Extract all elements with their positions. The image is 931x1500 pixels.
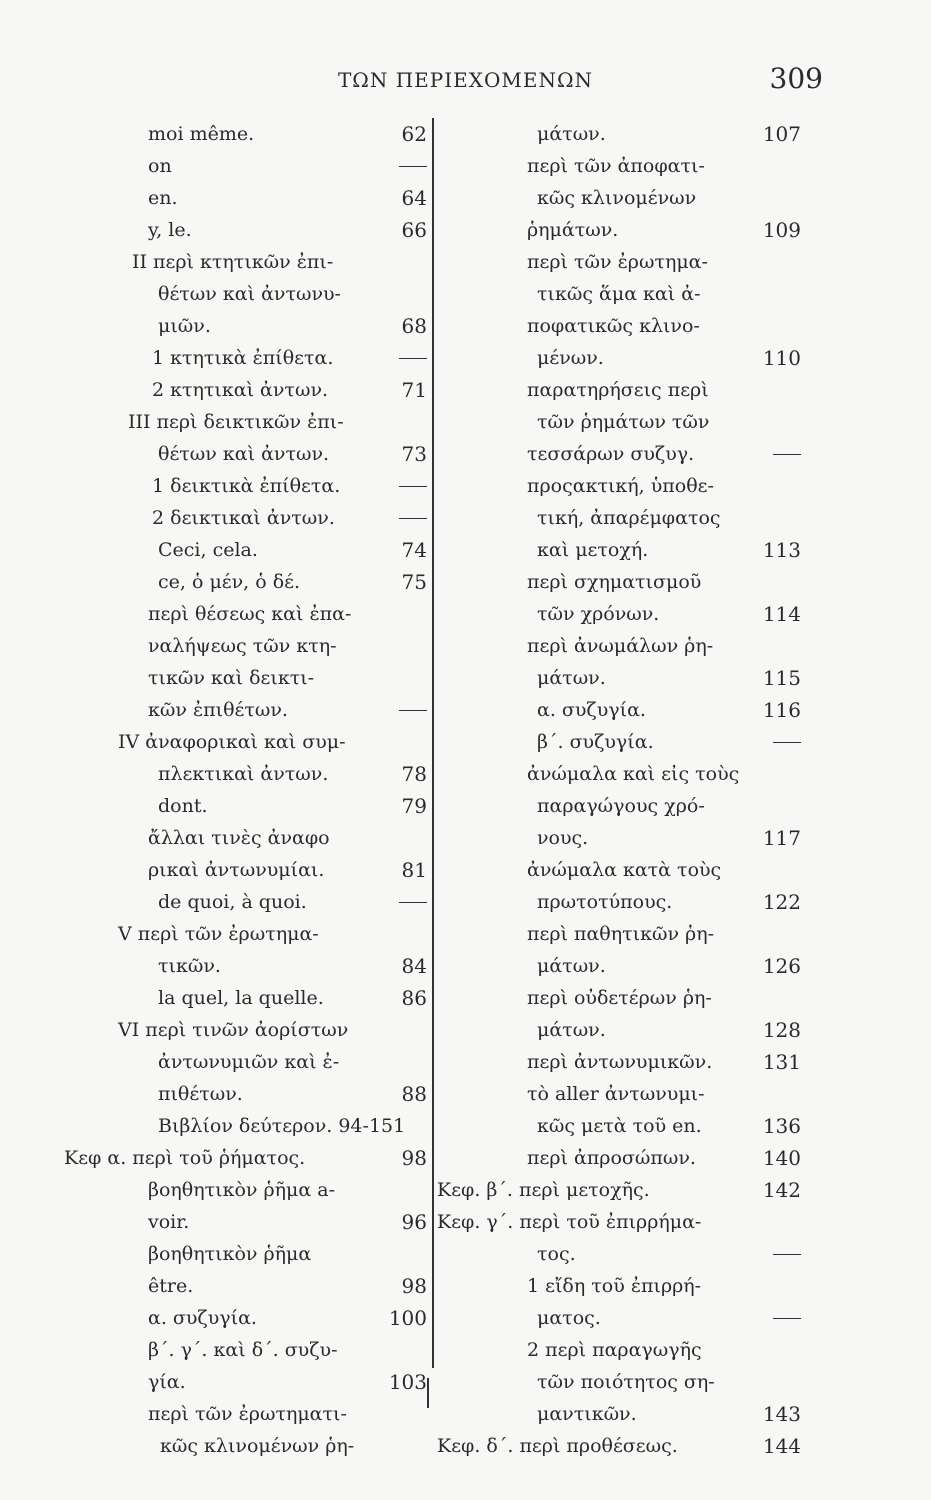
toc-entry-text: 1 δεικτικὰ ἐπίθετα. <box>152 475 341 497</box>
toc-entry-text: ναλήψεως τῶν κτη- <box>148 635 337 657</box>
ditto-dash <box>407 694 427 726</box>
toc-entry <box>437 374 801 406</box>
left-column <box>64 118 431 1462</box>
toc-entry <box>437 470 801 502</box>
toc-entry <box>148 758 431 790</box>
toc-entry-text: τεσσάρων συζυγ. <box>527 443 695 465</box>
toc-page-number: 74 <box>401 538 427 562</box>
toc-entry <box>148 310 431 342</box>
toc-page-number: 84 <box>401 954 427 978</box>
toc-page-number: 86 <box>401 986 427 1010</box>
toc-entry-text: περὶ ἀνωμάλων ῥη- <box>527 635 714 657</box>
toc-entry-text: μάτων. <box>537 667 606 689</box>
toc-entry <box>148 1206 431 1238</box>
toc-entry <box>437 118 801 150</box>
toc-entry-text: βοηθητικὸν ῥῆμα a- <box>148 1179 336 1201</box>
toc-entry <box>437 598 801 630</box>
toc-entry-text: περὶ τῶν ἀποφατι- <box>527 155 705 177</box>
toc-page-number: 88 <box>401 1082 427 1106</box>
toc-entry-text: α. συζυγία. <box>537 699 646 721</box>
toc-entry-text: τὸ aller ἀντωνυμι- <box>527 1083 705 1105</box>
toc-entry <box>132 246 431 278</box>
toc-entry <box>437 1366 801 1398</box>
toc-entry-text: Κεφ. γ΄. περὶ τοῦ ἐπιρρήμα- <box>437 1211 702 1233</box>
toc-entry-text: μάτων. <box>537 1019 606 1041</box>
toc-entry <box>437 182 801 214</box>
toc-entry-text: τος. <box>537 1243 576 1265</box>
toc-entry <box>128 406 431 438</box>
toc-entry <box>148 374 431 406</box>
toc-entry <box>437 246 801 278</box>
toc-entry <box>148 790 431 822</box>
toc-entry <box>64 1142 431 1174</box>
toc-entry-text: Ceci, cela. <box>158 539 258 561</box>
toc-page-number: 114 <box>762 602 801 626</box>
toc-entry <box>437 1430 801 1462</box>
toc-entry-text: être. <box>148 1275 194 1297</box>
toc-entry-text: ἀνώμαλα κατὰ τοὺς <box>527 859 722 881</box>
page-number: 309 <box>769 62 823 95</box>
toc-entry-text: πρωτοτύπους. <box>537 891 673 913</box>
toc-entry <box>437 1334 801 1366</box>
toc-entry <box>148 1078 431 1110</box>
toc-entry <box>437 694 801 726</box>
toc-entry-text: μαντικῶν. <box>537 1403 637 1425</box>
toc-entry-text: ρικαὶ ἀντωνυμίαι. <box>148 859 325 881</box>
toc-entry <box>148 1174 431 1206</box>
toc-entry-text: ματος. <box>537 1307 601 1329</box>
toc-entry <box>437 1398 801 1430</box>
toc-entry <box>148 694 431 726</box>
toc-entry <box>148 662 431 694</box>
toc-entry-text: μιῶν. <box>158 315 211 337</box>
toc-entry-text: VI περὶ τινῶν ἀορίστων <box>118 1019 349 1041</box>
toc-entry-text: 1 εἴδη τοῦ ἐπιρρή- <box>527 1275 702 1297</box>
toc-entry-text: περὶ ἀντωνυμικῶν. <box>527 1051 713 1073</box>
toc-page-number: 126 <box>762 954 801 978</box>
toc-entry-text: περὶ θέσεως καὶ ἐπα- <box>148 603 352 625</box>
toc-entry <box>148 630 431 662</box>
toc-entry-text: 2 περὶ παραγωγῆς <box>527 1339 702 1361</box>
toc-page-number: 128 <box>762 1018 801 1042</box>
toc-entry <box>437 1110 801 1142</box>
toc-entry <box>437 1206 801 1238</box>
toc-entry-text: 1 κτητικὰ ἐπίθετα. <box>152 347 334 369</box>
ditto-dash <box>407 470 427 502</box>
toc-entry <box>437 502 801 534</box>
toc-entry-text: θέτων καὶ ἀντωνυ- <box>158 283 341 305</box>
toc-entry-text: 2 δεικτικαὶ ἀντων. <box>152 507 335 529</box>
toc-entry-text: κῶς κλινομένων <box>537 187 697 209</box>
toc-entry <box>437 1302 801 1334</box>
toc-entry <box>437 438 801 470</box>
ditto-dash <box>781 1238 801 1270</box>
toc-entry <box>437 630 801 662</box>
toc-entry-text: νους. <box>537 827 589 849</box>
toc-page-number: 62 <box>401 122 427 146</box>
toc-page-number: 81 <box>401 858 427 882</box>
toc-entry-text: πλεκτικαὶ ἀντων. <box>158 763 329 785</box>
toc-entry <box>437 918 801 950</box>
toc-entry <box>148 1334 431 1366</box>
toc-page-number: 66 <box>401 218 427 242</box>
toc-entry <box>148 1270 431 1302</box>
toc-page-number: 98 <box>401 1274 427 1298</box>
toc-entry <box>437 822 801 854</box>
toc-entry-text: μάτων. <box>537 955 606 977</box>
toc-entry <box>148 886 431 918</box>
toc-entry-text: de quoi, à quoi. <box>158 891 307 913</box>
toc-entry-text: Κεφ. β΄. περὶ μετοχῆς. <box>437 1179 650 1201</box>
toc-entry-text: ἀντωνυμιῶν καὶ ἐ- <box>158 1051 340 1073</box>
toc-entry <box>148 982 431 1014</box>
toc-entry-text: τῶν ῥημάτων τῶν <box>537 411 710 433</box>
toc-entry-text: θέτων καὶ ἀντων. <box>158 443 330 465</box>
toc-entry-text: περὶ οὐδετέρων ῥη- <box>527 987 712 1009</box>
toc-page-number: 140 <box>762 1146 801 1170</box>
toc-page-number: 109 <box>762 218 801 242</box>
toc-entry-text: παρατηρήσεις περὶ <box>527 379 709 401</box>
toc-entry <box>148 598 431 630</box>
toc-entry-text: καὶ μετοχή. <box>537 539 649 561</box>
toc-entry-text: voir. <box>148 1211 190 1233</box>
toc-entry-text: βοηθητικὸν ῥῆμα <box>148 1243 312 1265</box>
toc-entry-text: 2 κτητικαὶ ἀντων. <box>152 379 329 401</box>
toc-entry <box>437 982 801 1014</box>
toc-entry-text: προςακτική, ὑποθε- <box>527 475 714 497</box>
toc-entry-text: IV ἀναφορικαὶ καὶ συμ- <box>118 731 346 753</box>
toc-entry-text: τικῶς ἅμα καὶ ἀ- <box>537 283 701 305</box>
toc-entry <box>118 1014 431 1046</box>
toc-entry-text: πιθέτων. <box>158 1083 243 1105</box>
toc-entry <box>148 470 431 502</box>
toc-page-number: 103 <box>388 1370 427 1394</box>
toc-entry-text: περὶ σχηματισμοῦ <box>527 571 702 593</box>
toc-page-number: 115 <box>762 666 801 690</box>
toc-entry <box>148 1046 431 1078</box>
toc-entry-text: τῶν χρόνων. <box>537 603 660 625</box>
toc-entry <box>148 566 431 598</box>
toc-entry-text: la quel, la quelle. <box>158 987 324 1009</box>
toc-entry <box>148 342 431 374</box>
toc-entry-text: κῶς κλινομένων ῥη- <box>160 1435 355 1457</box>
toc-entry-text: moi même. <box>148 123 255 145</box>
toc-page-number: 144 <box>762 1434 801 1458</box>
toc-page-number: 79 <box>401 794 427 818</box>
ditto-dash <box>407 150 427 182</box>
toc-entry-text: Βιβλίον δεύτερον. 94-151 <box>158 1115 406 1137</box>
toc-entry <box>437 1078 801 1110</box>
toc-entry-text: κῶν ἐπιθέτων. <box>148 699 288 721</box>
toc-page-number: 98 <box>401 1146 427 1170</box>
toc-entry <box>148 1302 431 1334</box>
toc-page-number: 116 <box>762 698 801 722</box>
toc-entry <box>148 854 431 886</box>
toc-page-number: 78 <box>401 762 427 786</box>
toc-entry <box>437 950 801 982</box>
toc-page-number: 71 <box>401 378 427 402</box>
toc-entry <box>148 150 431 182</box>
page-header <box>0 62 931 102</box>
toc-entry <box>437 1174 801 1206</box>
toc-entry <box>148 1110 431 1142</box>
toc-entry <box>437 1046 801 1078</box>
toc-entry <box>437 758 801 790</box>
toc-entry-text: κῶς μετὰ τοῦ en. <box>537 1115 702 1137</box>
toc-entry-text: ποφατικῶς κλινο- <box>527 315 700 337</box>
toc-entry <box>148 1366 431 1398</box>
toc-entry-text: περὶ τῶν ἐρωτηματι- <box>148 1403 347 1425</box>
toc-entry <box>437 214 801 246</box>
toc-entry <box>437 1238 801 1270</box>
toc-entry-text: Κεφ. δ΄. περὶ προθέσεως. <box>437 1435 678 1457</box>
toc-entry <box>148 950 431 982</box>
toc-page-number: 73 <box>401 442 427 466</box>
toc-page-number: 113 <box>762 538 801 562</box>
ditto-dash <box>407 342 427 374</box>
toc-entry-text: α. συζυγία. <box>148 1307 257 1329</box>
toc-entry <box>148 438 431 470</box>
toc-entry-text: β΄. συζυγία. <box>537 731 654 753</box>
toc-entry-text: τῶν ποιότητος ση- <box>537 1371 715 1393</box>
toc-page-number: 136 <box>762 1114 801 1138</box>
ditto-dash <box>781 726 801 758</box>
toc-entry <box>437 1142 801 1174</box>
toc-entry <box>148 1238 431 1270</box>
toc-page-number: 107 <box>762 122 801 146</box>
ditto-dash <box>407 886 427 918</box>
toc-entry-text: τική, ἀπαρέμφατος <box>537 507 721 529</box>
running-title: ΤΩΝ ΠΕΡΙΕΧΟΜΕΝΩΝ <box>337 68 594 92</box>
toc-entry <box>118 918 431 950</box>
toc-page-number: 117 <box>762 826 801 850</box>
toc-page-number: 68 <box>401 314 427 338</box>
toc-entry-text: μάτων. <box>537 123 606 145</box>
toc-page-number: 131 <box>762 1050 801 1074</box>
toc-page-number: 96 <box>401 1210 427 1234</box>
toc-entry-text: τικῶν καὶ δεικτι- <box>148 667 315 689</box>
toc-entry <box>437 150 801 182</box>
toc-entry <box>118 726 431 758</box>
toc-entry <box>148 182 431 214</box>
toc-entry <box>148 1430 431 1462</box>
toc-entry-text: περὶ παθητικῶν ῥη- <box>527 923 715 945</box>
toc-entry-text: ἀνώμαλα καὶ εἰς τοὺς <box>527 763 740 785</box>
toc-entry-text: τικῶν. <box>158 955 221 977</box>
ditto-dash <box>407 502 427 534</box>
toc-entry-text: περὶ τῶν ἐρωτημα- <box>527 251 708 273</box>
toc-entry <box>437 534 801 566</box>
toc-entry <box>148 822 431 854</box>
toc-page-number: 64 <box>401 186 427 210</box>
column-divider-lower <box>427 1378 429 1408</box>
toc-entry <box>148 1398 431 1430</box>
toc-entry <box>437 566 801 598</box>
toc-entry-text: Κεφ α. περὶ τοῦ ῥήματος. <box>64 1147 306 1169</box>
column-divider <box>432 118 434 1368</box>
toc-entry-text: III περὶ δεικτικῶν ἐπι- <box>128 411 344 433</box>
right-column <box>437 118 801 1462</box>
toc-page-number: 75 <box>401 570 427 594</box>
toc-entry-text: ῥημάτων. <box>527 219 619 241</box>
toc-entry <box>437 854 801 886</box>
toc-entry <box>437 726 801 758</box>
ditto-dash <box>781 438 801 470</box>
toc-entry <box>437 310 801 342</box>
toc-entry-text: μένων. <box>537 347 604 369</box>
toc-entry <box>148 534 431 566</box>
toc-entry-text: V περὶ τῶν ἐρωτημα- <box>118 923 319 945</box>
toc-entry <box>437 790 801 822</box>
toc-entry <box>437 886 801 918</box>
toc-entry <box>437 406 801 438</box>
toc-entry <box>148 502 431 534</box>
toc-entry-text: β΄. γ΄. καὶ δ΄. συζυ- <box>148 1339 338 1361</box>
toc-entry-text: y, le. <box>148 219 192 241</box>
toc-entry <box>148 278 431 310</box>
toc-entry-text: II περὶ κτητικῶν ἐπι- <box>132 251 334 273</box>
toc-entry-text: παραγώγους χρό- <box>537 795 705 817</box>
toc-entry-text: en. <box>148 187 178 209</box>
toc-entry <box>437 1270 801 1302</box>
toc-page-number: 122 <box>762 890 801 914</box>
toc-entry <box>437 342 801 374</box>
toc-entry-text: περὶ ἀπροσώπων. <box>527 1147 696 1169</box>
toc-entry <box>148 214 431 246</box>
toc-entry <box>437 1014 801 1046</box>
toc-page-number: 110 <box>762 346 801 370</box>
ditto-dash <box>781 1302 801 1334</box>
toc-entry-text: on <box>148 155 172 177</box>
toc-entry <box>437 278 801 310</box>
toc-entry <box>437 662 801 694</box>
toc-entry-text: ἄλλαι τινὲς ἀναφο <box>148 827 330 849</box>
toc-entry-text: ce, ὁ μέν, ὁ δέ. <box>158 571 301 593</box>
toc-page-number: 143 <box>762 1402 801 1426</box>
toc-page-number: 100 <box>388 1306 427 1330</box>
toc-entry-text: γία. <box>148 1371 186 1393</box>
toc-entry <box>148 118 431 150</box>
toc-entry-text: dont. <box>158 795 208 817</box>
toc-page-number: 142 <box>762 1178 801 1202</box>
